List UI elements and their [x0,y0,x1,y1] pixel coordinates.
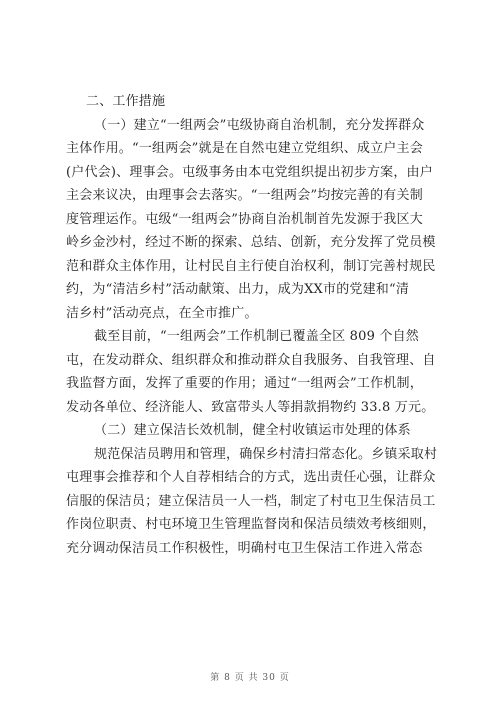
paragraph-line: 岭乡金沙村，经过不断的探索、总结、创新，充分发挥了党员模 [66,235,436,250]
paragraph-line: 充分调动保洁员工作积极性，明确村屯卫生保洁工作进入常态 [66,540,423,556]
paragraph-line: 发动各单位、经济能人、致富带头人等捐款捐物约 33.8 万元。 [66,399,435,415]
paragraph-line: 约，为“清洁乡村”活动献策、出力，成为XX市的党建和“清 [66,282,410,297]
paragraph-line: 范和群众主体作用，让村民自主行使自治权利，制订完善村规民 [66,258,436,274]
paragraph-line: 我监督方面，发挥了重要的作用；通过“一组两会”工作机制， [66,376,423,391]
paragraph3-first-line: 规范保洁员聘用和管理，确保乡村清扫常态化。乡镇采取村 [94,446,438,462]
paragraph-line: 主会来议决，由理事会去落实。“一组两会”均按完善的有关制 [66,188,423,203]
section-heading: 二、工作措施 [86,94,166,109]
paragraph-line: 洁乡村”活动亮点，在全市推广。 [66,305,258,321]
document-body [66,90,446,560]
paragraph-line: 屯理事会推荐和个人自荐相结合的方式，选出责任心强，让群众 [66,470,436,485]
paragraph-line: 主体作用。“一组两会”就是在自然屯建立党组织、成立户主会 [66,141,423,156]
paragraph-line: 信服的保洁员；建立保洁员一人一档，制定了村屯卫生保洁员工 [66,493,436,509]
paragraph2-first-line: 截至目前，“一组两会”工作机制已覆盖全区 809 个自然 [94,329,419,344]
paragraph-line: (户代会)、理事会。屯级事务由本屯党组织提出初步方案，由户 [66,164,433,180]
paragraph-line: 作岗位职责、村屯环境卫生管理监督岗和保洁员绩效考核细则， [66,517,436,532]
paragraph-line: 屯，在发动群众、组织群众和推动群众自我服务、自我管理、自 [66,352,436,368]
paragraph-line: 度管理运作。屯级“一组两会”协商自治机制首先发源于我区大 [66,211,423,227]
subsection1-heading: （一）建立“一组两会”屯级协商自治机制，充分发挥群众 [94,117,425,133]
page-number-footer: 第 8 页 共 30 页 [210,673,290,683]
subsection2-heading: （二）建立保洁长效机制，健全村收镇运市处理的体系 [94,423,411,438]
